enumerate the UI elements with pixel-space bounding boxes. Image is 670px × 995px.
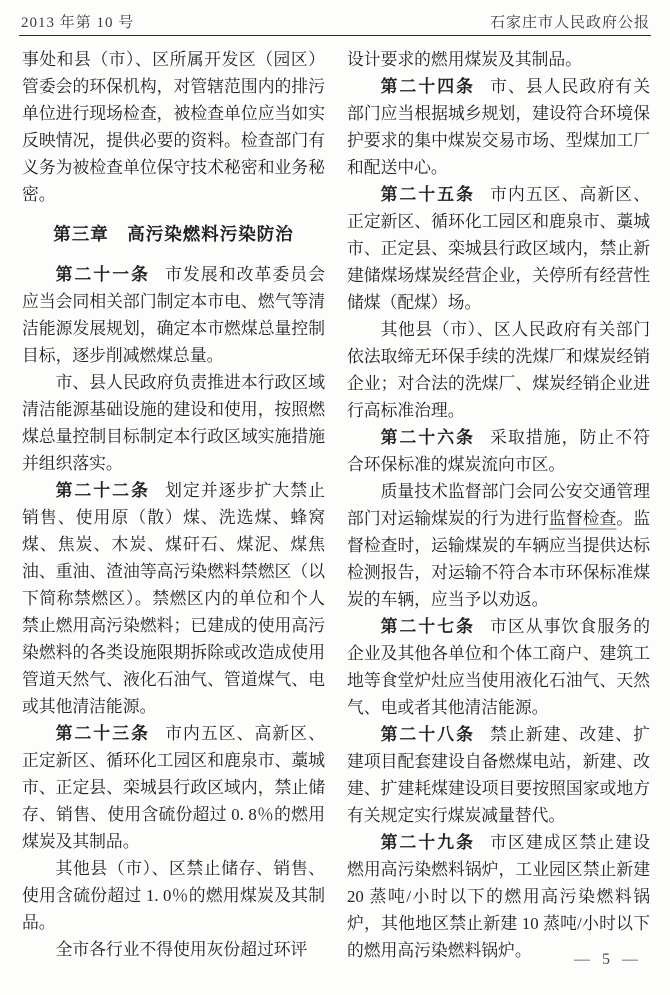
paragraph [22, 477, 325, 720]
paragraph [347, 613, 650, 721]
article-number: 第二十四条 [380, 77, 476, 96]
paragraph-text: 其他县（市）、区人民政府有关部门依法取缔无环保手续的洗煤厂和煤炭经销企业；对合法的洗煤厂、煤炭经销企业进行高标准治理。 [347, 320, 650, 420]
header-rule [19, 35, 651, 36]
article-number: 第二十八条 [380, 725, 476, 744]
article-number: 第二十三条 [55, 724, 151, 743]
content-columns [22, 46, 650, 964]
paragraph [347, 721, 650, 829]
article-number: 第二十五条 [380, 185, 476, 204]
paragraph [347, 316, 650, 424]
paragraph [347, 181, 650, 316]
paragraph-text: 事处和县（市）、区所属开发区（园区）管委会的环保机构，对管辖范围内的排污单位进行现场检查，被检查单位应当如实反映情况，提供必要的资料。检查部门有义务为被检查单位保守技术秘密和业务秘密。 [22, 50, 325, 204]
article-number: 第二十九条 [380, 833, 476, 852]
paragraph-text: 禁止新建、改建、扩建项目配套建设自备燃煤电站，新建、改建、扩建耗煤建设项目要按照国家或地方有关规定实行煤炭减量替代。 [347, 725, 650, 825]
article-number: 第二十二条 [55, 481, 151, 500]
paragraph [347, 478, 650, 613]
paragraph [347, 73, 650, 181]
underlined-text: 监督检查 [549, 509, 617, 528]
gazette-title: 石家庄市人民政府公报 [489, 15, 650, 31]
paragraph-text: 市、县人民政府有关部门应当根据城乡规划，建设符合环境保护要求的集中煤炭交易市场、型煤加工厂和配送中心。 [347, 77, 650, 177]
article-number: 第二十七条 [380, 617, 476, 636]
paragraph-text: 市内五区、高新区、正定新区、循环化工园区和鹿泉市、藁城市、正定县、栾城县行政区域内，禁止新建储煤场煤炭经营企业，关停所有经营性储煤（配煤）场。 [347, 185, 650, 312]
paragraph-text: 划定并逐步扩大禁止销售、使用原（散）煤、洗选煤、蜂窝煤、焦炭、木炭、煤矸石、煤泥、煤焦油、重油、渣油等高污染燃料禁燃区（以下简称禁燃区）。禁燃区内的单位和个人禁止燃用高污染燃料；已建成的使用高污染燃料的各类设施限期拆除或改造成使用管道天然气、液化石油气、管道煤气、电或其他清洁能源。 [22, 481, 325, 716]
paragraph-text: 市、县人民政府负责推进本行政区域清洁能源基础设施的建设和使用，按照燃煤总量控制目标制定本行政区域实施措施并组织落实。 [22, 373, 325, 473]
paragraph-text: 市内五区、高新区、正定新区、循环化工园区和鹿泉市、藁城市、正定县、栾城县行政区域内，禁止储存、销售、使用含硫份超过 0. 8％的燃用煤炭及其制品。 [22, 724, 325, 851]
article-number: 第二十六条 [380, 428, 476, 447]
page-number: — 5 — [574, 951, 642, 968]
issue-number: 2013 年第 10 号 [21, 15, 135, 31]
paragraph-text: 全市各行业不得使用灰份超过环评 [55, 940, 308, 959]
paragraph [22, 46, 325, 208]
paragraph-text: 设计要求的燃用煤炭及其制品。 [347, 50, 582, 69]
paragraph [22, 261, 325, 369]
paragraph [347, 829, 650, 964]
article-number: 第二十一条 [55, 265, 151, 284]
paragraph-text: 质量技术监督部门会同公安交通管理部门对运输煤炭的行为进行 [347, 482, 650, 528]
paragraph-text: 采取措施，防止不符合环保标准的煤炭流向市区。 [347, 428, 650, 474]
paragraph-text: 市区建成区禁止建设燃用高污染燃料锅炉，工业园区禁止新建 20 蒸吨/小时以下的燃用高污染燃料锅炉，其他地区禁止新建 10 蒸吨/小时以下的燃用高污染燃料锅炉。 [347, 833, 650, 960]
paragraph [22, 720, 325, 855]
right-column [347, 46, 650, 964]
paragraph [347, 46, 650, 73]
paragraph-text: 。监督检查时，运输煤炭的车辆应当提供达标检测报告，对运输不符合本市环保标准煤炭的车辆，应当予以劝返。 [347, 509, 650, 609]
paragraph [22, 936, 325, 963]
paragraph-text: 其他县（市）、区禁止储存、销售、使用含硫份超过 1. 0％的燃用煤炭及其制品。 [22, 859, 325, 932]
paragraph-text: 市发展和改革委员会应当会同相关部门制定本市电、燃气等清洁能源发展规划，确定本市燃煤总量控制目标，逐步削减燃煤总量。 [22, 265, 325, 365]
paragraph-text: 市区从事饮食服务的企业及其他各单位和个体工商户、建筑工地等食堂炉灶应当使用液化石油气、天然气、电或者其他清洁能源。 [347, 617, 650, 717]
page-header [21, 10, 650, 32]
chapter-heading: 第三章 高污染燃料污染防治 [53, 224, 294, 244]
paragraph [22, 369, 325, 477]
left-column [22, 46, 325, 964]
paragraph [22, 855, 325, 936]
paragraph [347, 424, 650, 478]
